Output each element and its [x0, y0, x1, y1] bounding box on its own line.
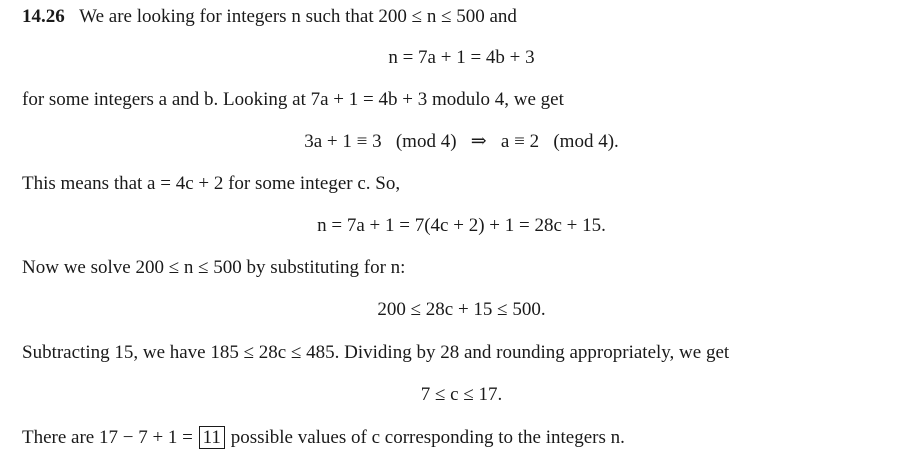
final-text-after: possible values of c corresponding to the integers n.: [230, 427, 625, 448]
answer-box: 11: [199, 426, 225, 449]
paragraph-line-3: This means that a = 4c + 2 for some integer c. So,: [22, 173, 401, 194]
intro-line: [22, 5, 517, 29]
equation-3: n = 7a + 1 = 7(4c + 2) + 1 = 28c + 15.: [317, 215, 606, 236]
paragraph-line-2: for some integers a and b. Looking at 7a + 1 = 4b + 3 modulo 4, we get: [22, 89, 564, 110]
intro-text: We are looking for integers n such that 200 ≤ n ≤ 500 and: [79, 6, 517, 27]
equation-2: 3a + 1 ≡ 3 (mod 4) ⇒ a ≡ 2 (mod 4).: [304, 131, 619, 152]
paragraph-line-4: Now we solve 200 ≤ n ≤ 500 by substituting for n:: [22, 257, 406, 278]
final-text-before: There are 17 − 7 + 1 =: [22, 427, 193, 448]
final-line: [22, 426, 625, 450]
equation-5: 7 ≤ c ≤ 17.: [420, 384, 503, 405]
solution-number: 14.26: [22, 6, 65, 27]
paragraph-line-5: Subtracting 15, we have 185 ≤ 28c ≤ 485. Dividing by 28 and rounding appropriately, we get: [22, 342, 730, 363]
equation-1: n = 7a + 1 = 4b + 3: [388, 47, 535, 68]
equation-4: 200 ≤ 28c + 15 ≤ 500.: [377, 299, 546, 320]
